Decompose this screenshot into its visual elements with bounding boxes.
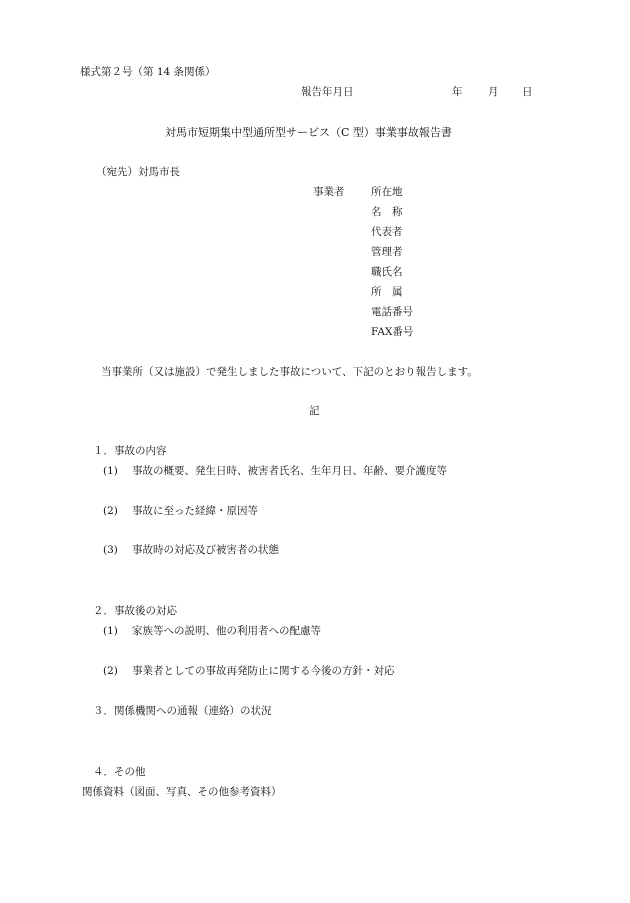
reporter-heading: 事業者: [313, 186, 345, 198]
item-text: 事故に至った経緯・原因等: [132, 505, 258, 517]
item-text: 事故時の対応及び被害者の状態: [132, 544, 279, 556]
form-number: 様式第２号（第 14 条関係）: [80, 66, 216, 78]
addressee: （宛先）対馬市長: [96, 166, 180, 178]
field-phone: 電話番号: [371, 306, 413, 318]
field-address: 所在地: [371, 186, 403, 198]
date-month-label: 月: [488, 86, 499, 98]
section-heading: ３．関係機関への通報（連絡）の状況: [93, 705, 272, 717]
field-manager: 管理者: [371, 246, 403, 258]
item-text: 家族等への説明、他の利用者への配慮等: [132, 625, 321, 637]
item-number: (1): [103, 465, 118, 477]
section-heading: ２．事故後の対応: [93, 605, 177, 617]
field-name: 名 称: [371, 206, 403, 218]
ki-heading: 記: [309, 405, 320, 417]
item-number: (2): [103, 665, 118, 677]
report-date-label: 報告年月日: [301, 86, 354, 98]
field-job-title-name: 職氏名: [371, 266, 403, 278]
date-year-label: 年: [452, 86, 463, 98]
section-note: 関係資料（図面、写真、その他参考資料）: [82, 786, 282, 798]
item-text: 事故の概要、発生日時、被害者氏名、生年月日、年齢、要介護度等: [132, 465, 447, 477]
document-title: 対馬市短期集中型通所型サービス（C 型）事業事故報告書: [165, 126, 452, 139]
section-heading: ４．その他: [93, 766, 146, 778]
item-text: 事業者としての事故再発防止に関する今後の方針・対応: [132, 665, 395, 677]
date-day-label: 日: [522, 86, 533, 98]
item-number: (1): [103, 625, 118, 637]
field-affiliation: 所 属: [371, 286, 403, 298]
section-heading: １．事故の内容: [93, 445, 167, 457]
intro-statement: 当事業所（又は施設）で発生しました事故について、下記のとおり報告します。: [101, 366, 478, 378]
field-fax: FAX番号: [371, 326, 414, 338]
item-number: (3): [103, 544, 118, 556]
item-number: (2): [103, 505, 118, 517]
field-representative: 代表者: [371, 226, 403, 238]
